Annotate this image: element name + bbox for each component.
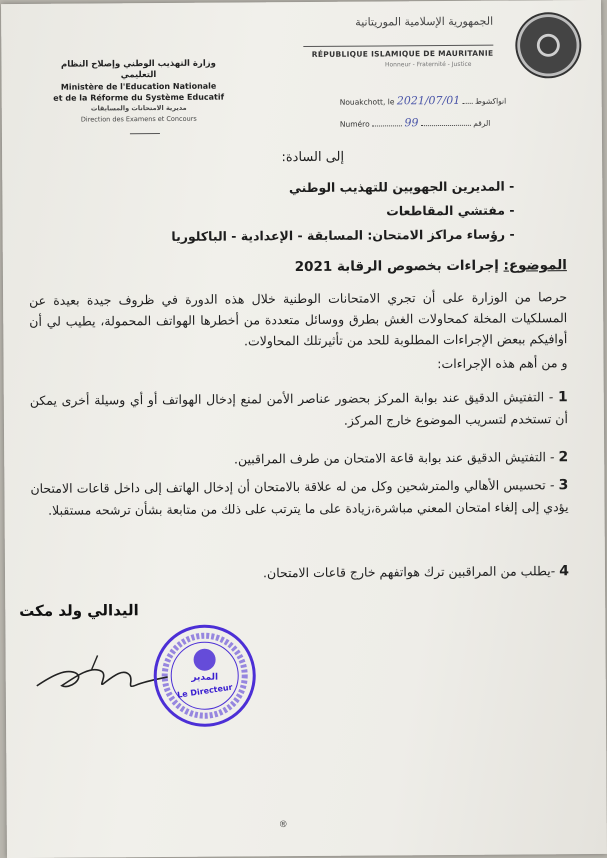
- measure-item: [31, 560, 569, 586]
- number-line: [340, 116, 491, 130]
- direction-name-ar: مديرية الامتحانات والمسابقات: [90, 103, 187, 113]
- measure-number: 4: [559, 563, 570, 580]
- subject-label: الموضوع:: [503, 257, 567, 274]
- republic-name-fr: RÉPUBLIQUE ISLAMIQUE DE MAURITANIE: [311, 48, 494, 59]
- ministry-name-fr-1: Ministère de l'Education Nationale: [60, 81, 217, 92]
- national-seal-icon: [515, 12, 581, 78]
- measure-item: [30, 386, 568, 433]
- page-footer-mark: ®: [278, 820, 288, 831]
- official-stamp: [153, 624, 256, 727]
- left-header-rule: [130, 133, 160, 134]
- number-label-fr: Numéro: [339, 119, 370, 129]
- header-rule: [303, 45, 493, 47]
- date-dots: [463, 103, 473, 104]
- number-dots-right: [421, 125, 471, 126]
- greeting: إلى السادة:: [281, 149, 345, 166]
- subject-text: إجراءات بخصوص الرقابة 2021: [294, 257, 499, 276]
- date-line: [340, 94, 507, 108]
- measure-number: 3: [558, 477, 569, 494]
- date-label-ar: انواكشوط: [474, 96, 507, 106]
- ministry-name-fr-2: et de la Réforme du Système Educatif: [53, 92, 225, 103]
- measure-text: - التفتيش الدقيق عند بوابة قاعة الامتحان من طرف المراقبين.: [233, 449, 555, 467]
- number-label-ar: الرقم: [473, 118, 491, 128]
- measure-item: [30, 446, 568, 472]
- direction-name-fr: Direction des Examens et Concours: [80, 114, 197, 124]
- recipient-item: - المديرين الجهويين للتهذيب الوطني: [171, 179, 514, 205]
- date-label-fr: Nouakchott, le: [339, 97, 395, 107]
- measure-number: 1: [557, 389, 568, 406]
- republic-name-ar: الجمهورية الإسلامية الموريتانية: [355, 14, 494, 29]
- stamp-center: [170, 641, 238, 709]
- subject-line: [295, 257, 567, 275]
- stamp-emblem-icon: [194, 649, 216, 671]
- stamp-title-ar: المدير: [191, 672, 219, 683]
- ministry-name-ar: وزارة التهذيب الوطني وإصلاح النظام التعليمي: [60, 58, 216, 81]
- recipient-item: - مفتشي المقاطعات: [171, 203, 514, 229]
- date-value: 2021/07/01: [396, 93, 461, 108]
- handwritten-signature: [32, 645, 172, 706]
- stamp-title-fr: Le Directeur: [176, 682, 234, 700]
- measures-lead: و من أهم هذه الإجراءات:: [437, 355, 568, 372]
- measure-text: - تحسيس الأهالي والمترشحين وكل من له علاقة بالامتحان أن إدخال الهاتف إلى داخل قاعات الامتحان يؤدي إلى إلغاء امتحان المعني مباشرة،زيادة على ما يترتب على ذلك من متابعة بشأن ترشحه مستقبلا.: [30, 477, 569, 518]
- republic-motto: Honneur - Fraternité - Justice: [384, 60, 472, 69]
- signatory-name: اليدالي ولد مكت: [19, 601, 139, 620]
- ministry-header: [43, 58, 233, 125]
- measure-text: -يطلب من المراقبين ترك هواتفهم خارج قاعات الامتحان.: [262, 563, 556, 581]
- number-dots-left: [372, 125, 402, 126]
- recipients-list: [171, 179, 515, 253]
- recipient-item: - رؤساء مراكز الامتحان: المسابقة - الإعدادية - الباكلوريا: [171, 227, 514, 253]
- measure-item: [30, 474, 568, 521]
- measure-number: 2: [558, 449, 569, 466]
- measure-text: - التفتيش الدقيق عند بوابة المركز بحضور عناصر الأمن لمنع إدخال الهواتف أو أي وسيلة أخرى يمكن أن تستخدم لتسريب الموضوع خارج المركز.: [29, 389, 568, 428]
- intro-paragraph: حرصا من الوزارة على أن تجري الامتحانات الوطنية خلال هذه الدورة في ظروف جيدة بعيدة عن المسلكيات المخلة كمحاولات الغش بطرق ووسائل متعددة من أخطرها الهواتف المحمولة، يطيب لي أن أوافيكم ببعض الإجراءات المطلوبة للحد من تأثيرتلك المحاولات.: [29, 289, 568, 349]
- number-value: 99: [404, 116, 419, 130]
- document-page: [1, 0, 607, 858]
